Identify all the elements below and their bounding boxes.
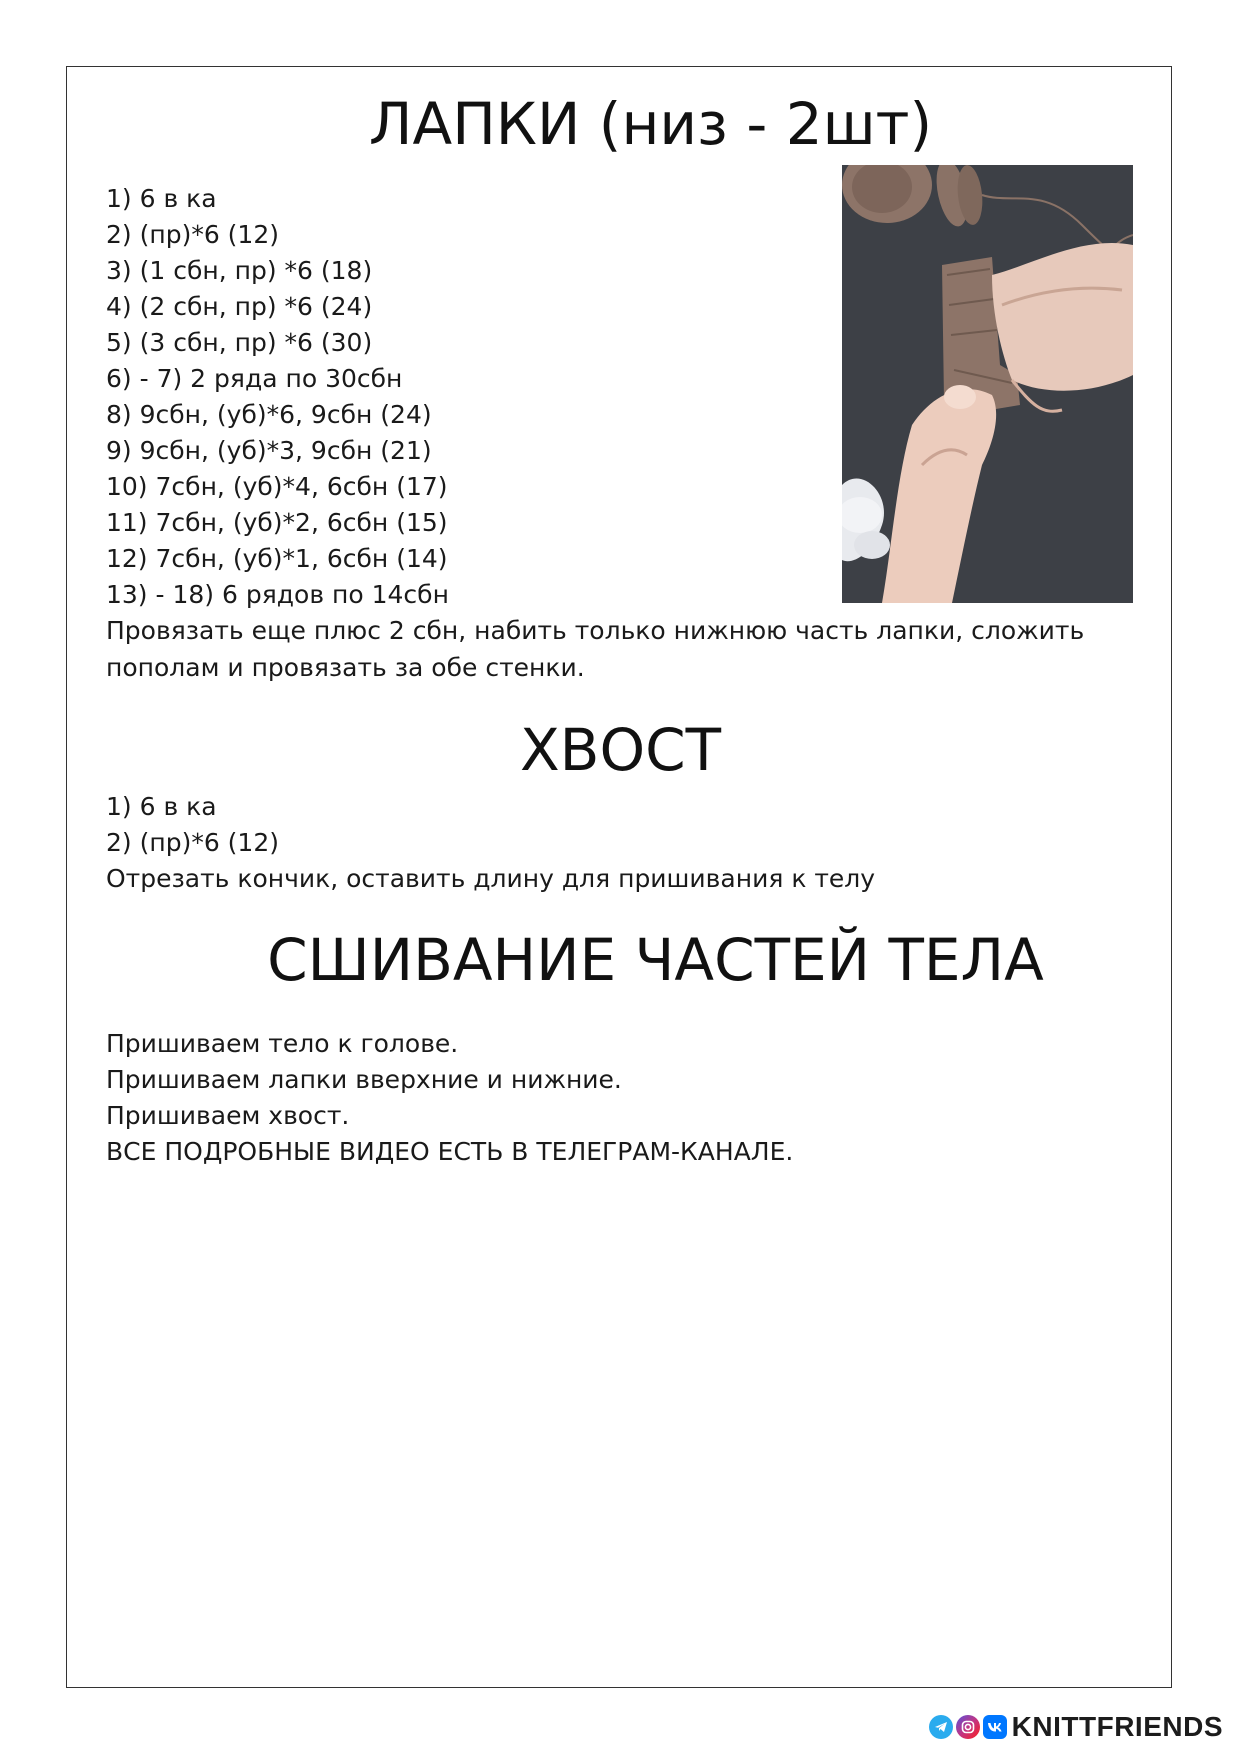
list-item: 4) (2 сбн, пр) *6 (24) bbox=[106, 292, 373, 321]
list-item: 2) (пр)*6 (12) bbox=[106, 828, 279, 857]
sewing-steps-list bbox=[106, 1026, 793, 1170]
list-item: 11) 7сбн, (уб)*2, 6сбн (15) bbox=[106, 508, 448, 537]
telegram-icon[interactable] bbox=[929, 1715, 953, 1739]
list-item: 3) (1 сбн, пр) *6 (18) bbox=[106, 256, 373, 285]
paws-title: ЛАПКИ (низ - 2шт) bbox=[368, 90, 933, 158]
list-item: 1) 6 в ка bbox=[106, 792, 217, 821]
list-item: 5) (3 сбн, пр) *6 (30) bbox=[106, 328, 373, 357]
list-item: Пришиваем хвост. bbox=[106, 1101, 350, 1130]
tail-steps-list bbox=[106, 789, 875, 897]
list-item: ВСЕ ПОДРОБНЫЕ ВИДЕО ЕСТЬ В ТЕЛЕГРАМ-КАНАЛЕ. bbox=[106, 1137, 794, 1166]
list-item: 2) (пр)*6 (12) bbox=[106, 220, 279, 249]
list-item: Отрезать кончик, оставить длину для пришивания к телу bbox=[106, 864, 876, 893]
sewing-title: СШИВАНИЕ ЧАСТЕЙ ТЕЛА bbox=[267, 926, 1044, 994]
paws-note: Провязать еще плюс 2 сбн, набить только нижнюю часть лапки, сложить пополам и провязать за обе стенки. bbox=[106, 616, 1085, 682]
list-item: 9) 9сбн, (уб)*3, 9сбн (21) bbox=[106, 436, 432, 465]
list-item: 10) 7сбн, (уб)*4, 6сбн (17) bbox=[106, 472, 448, 501]
paws-steps-list bbox=[106, 181, 449, 613]
vk-icon[interactable] bbox=[983, 1715, 1007, 1739]
instagram-icon[interactable] bbox=[956, 1715, 980, 1739]
brand-name: KNITTFRIENDS bbox=[1011, 1711, 1223, 1742]
list-item: 13) - 18) 6 рядов по 14сбн bbox=[106, 580, 449, 609]
tail-title: ХВОСТ bbox=[519, 716, 722, 784]
list-item: 8) 9сбн, (уб)*6, 9сбн (24) bbox=[106, 400, 432, 429]
list-item: Пришиваем тело к голове. bbox=[106, 1029, 459, 1058]
crochet-paw-photo bbox=[842, 165, 1133, 603]
list-item: 1) 6 в ка bbox=[106, 184, 217, 213]
list-item: Пришиваем лапки вверхние и нижние. bbox=[106, 1065, 622, 1094]
list-item: 12) 7сбн, (уб)*1, 6сбн (14) bbox=[106, 544, 448, 573]
photo-illustration bbox=[842, 165, 1133, 603]
list-item: 6) - 7) 2 ряда по 30сбн bbox=[106, 364, 403, 393]
footer-logo bbox=[929, 1712, 1223, 1742]
